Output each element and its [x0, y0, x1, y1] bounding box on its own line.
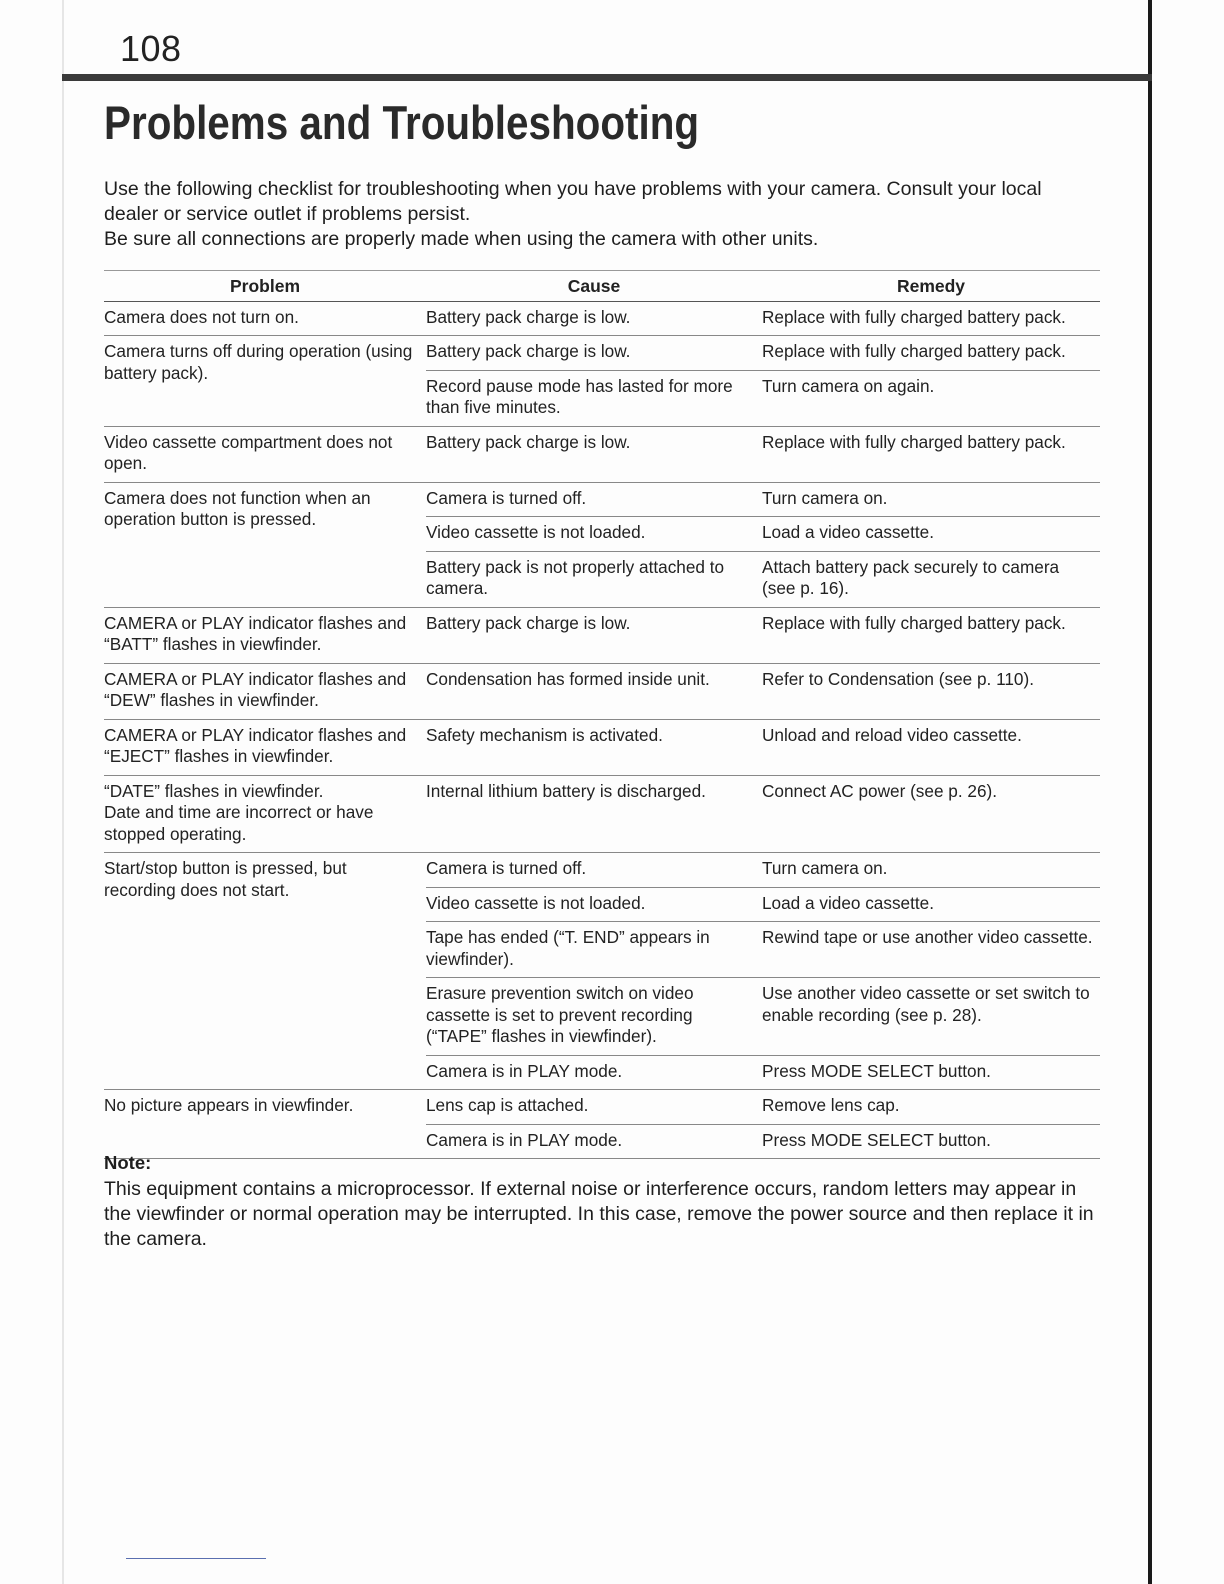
remedy-cell: Attach battery pack securely to camera (see p. 16).	[762, 551, 1100, 607]
remedy-cell: Connect AC power (see p. 26).	[762, 775, 1100, 853]
problem-text: CAMERA or PLAY indicator flashes and “EJECT” flashes in viewfinder.	[104, 724, 407, 766]
header-remedy: Remedy	[762, 271, 1100, 302]
table-row	[104, 426, 1100, 482]
cause-cell: Video cassette is not loaded.	[426, 887, 762, 922]
problem-text: Camera does not function when an operation button is pressed.	[104, 487, 371, 529]
page-title: Problems and Troubleshooting	[104, 96, 700, 149]
remedy-cell: Replace with fully charged battery pack.	[762, 426, 1100, 482]
intro-text	[104, 177, 1094, 252]
table-body	[104, 301, 1100, 1159]
problem-cell	[104, 336, 426, 427]
cause-cell: Battery pack charge is low.	[426, 426, 762, 482]
page-right-edge	[1148, 0, 1152, 1584]
remedy-cell: Load a video cassette.	[762, 517, 1100, 552]
cause-cell: Battery pack is not properly attached to camera.	[426, 551, 762, 607]
cause-cell: Battery pack charge is low.	[426, 301, 762, 336]
problem-cell	[104, 853, 426, 1090]
problem-cell	[104, 1090, 426, 1159]
remedy-cell: Load a video cassette.	[762, 887, 1100, 922]
remedy-cell: Refer to Condensation (see p. 110).	[762, 663, 1100, 719]
remedy-cell: Unload and reload video cassette.	[762, 719, 1100, 775]
page-left-edge	[62, 0, 64, 1584]
remedy-cell: Turn camera on.	[762, 853, 1100, 888]
cause-cell: Tape has ended (“T. END” appears in viewfinder).	[426, 922, 762, 978]
remedy-cell: Use another video cassette or set switch to enable recording (see p. 28).	[762, 978, 1100, 1056]
cause-cell: Video cassette is not loaded.	[426, 517, 762, 552]
problem-text: “DATE” flashes in viewfinder.	[104, 780, 324, 801]
remedy-cell: Remove lens cap.	[762, 1090, 1100, 1125]
remedy-cell: Turn camera on again.	[762, 370, 1100, 426]
problem-text: Camera does not turn on.	[104, 306, 299, 327]
header-rule	[62, 74, 1152, 81]
table-row	[104, 1090, 1100, 1125]
problem-text: Camera turns off during operation (using battery pack).	[104, 341, 413, 383]
problem-text: CAMERA or PLAY indicator flashes and “DEW” flashes in viewfinder.	[104, 668, 407, 710]
page-number: 108	[120, 28, 182, 69]
table-header-row	[104, 271, 1100, 302]
remedy-cell: Replace with fully charged battery pack.	[762, 301, 1100, 336]
problem-cell	[104, 482, 426, 607]
header-problem: Problem	[104, 271, 426, 302]
table-row	[104, 482, 1100, 517]
note-label: Note:	[104, 1152, 152, 1173]
problem-cell	[104, 607, 426, 663]
problem-cell	[104, 426, 426, 482]
note-text: This equipment contains a microprocessor. If external noise or interference occurs, random letters may appear in the viewfinder or normal operation may be interrupted. In this case, remove the power source and then replace it in the camera.	[104, 1178, 1094, 1250]
cause-cell: Battery pack charge is low.	[426, 336, 762, 371]
cause-cell: Record pause mode has lasted for more than five minutes.	[426, 370, 762, 426]
cause-cell: Lens cap is attached.	[426, 1090, 762, 1125]
note-section	[104, 1150, 1094, 1252]
problem-text: No picture appears in viewfinder.	[104, 1095, 354, 1115]
table-row	[104, 301, 1100, 336]
table-row	[104, 853, 1100, 888]
problem-text: Start/stop button is pressed, but recording does not start.	[104, 858, 347, 900]
cause-cell: Safety mechanism is activated.	[426, 719, 762, 775]
remedy-cell: Press MODE SELECT button.	[762, 1124, 1100, 1159]
problem-text: CAMERA or PLAY indicator flashes and “BATT” flashes in viewfinder.	[104, 612, 407, 654]
table-row	[104, 775, 1100, 853]
problem-cell	[104, 719, 426, 775]
cause-cell: Camera is in PLAY mode.	[426, 1055, 762, 1090]
table-row	[104, 719, 1100, 775]
cause-cell: Camera is turned off.	[426, 853, 762, 888]
intro-paragraph: Use the following checklist for troubleshooting when you have problems with your camera. Consult your local dealer or service outlet if problems persist.	[104, 178, 1042, 225]
header-cause: Cause	[426, 271, 762, 302]
problem-cell	[104, 663, 426, 719]
cause-cell: Condensation has formed inside unit.	[426, 663, 762, 719]
cause-cell: Erasure prevention switch on video cassette is set to prevent recording (“TAPE” flashes in viewfinder).	[426, 978, 762, 1056]
problem-text: Video cassette compartment does not open.	[104, 431, 393, 473]
cause-cell: Internal lithium battery is discharged.	[426, 775, 762, 853]
footer-mark	[126, 1558, 266, 1559]
remedy-cell: Replace with fully charged battery pack.	[762, 607, 1100, 663]
problem-cell	[104, 301, 426, 336]
remedy-cell: Replace with fully charged battery pack.	[762, 336, 1100, 371]
cause-cell: Battery pack charge is low.	[426, 607, 762, 663]
cause-cell: Camera is turned off.	[426, 482, 762, 517]
problem-text: Date and time are incorrect or have stopped operating.	[104, 802, 374, 844]
remedy-cell: Press MODE SELECT button.	[762, 1055, 1100, 1090]
cause-cell: Camera is in PLAY mode.	[426, 1124, 762, 1159]
troubleshooting-table	[104, 270, 1100, 1159]
remedy-cell: Rewind tape or use another video cassette.	[762, 922, 1100, 978]
table-row	[104, 336, 1100, 371]
problem-cell	[104, 775, 426, 853]
intro-paragraph: Be sure all connections are properly made when using the camera with other units.	[104, 228, 819, 250]
table-row	[104, 663, 1100, 719]
remedy-cell: Turn camera on.	[762, 482, 1100, 517]
table-row	[104, 607, 1100, 663]
